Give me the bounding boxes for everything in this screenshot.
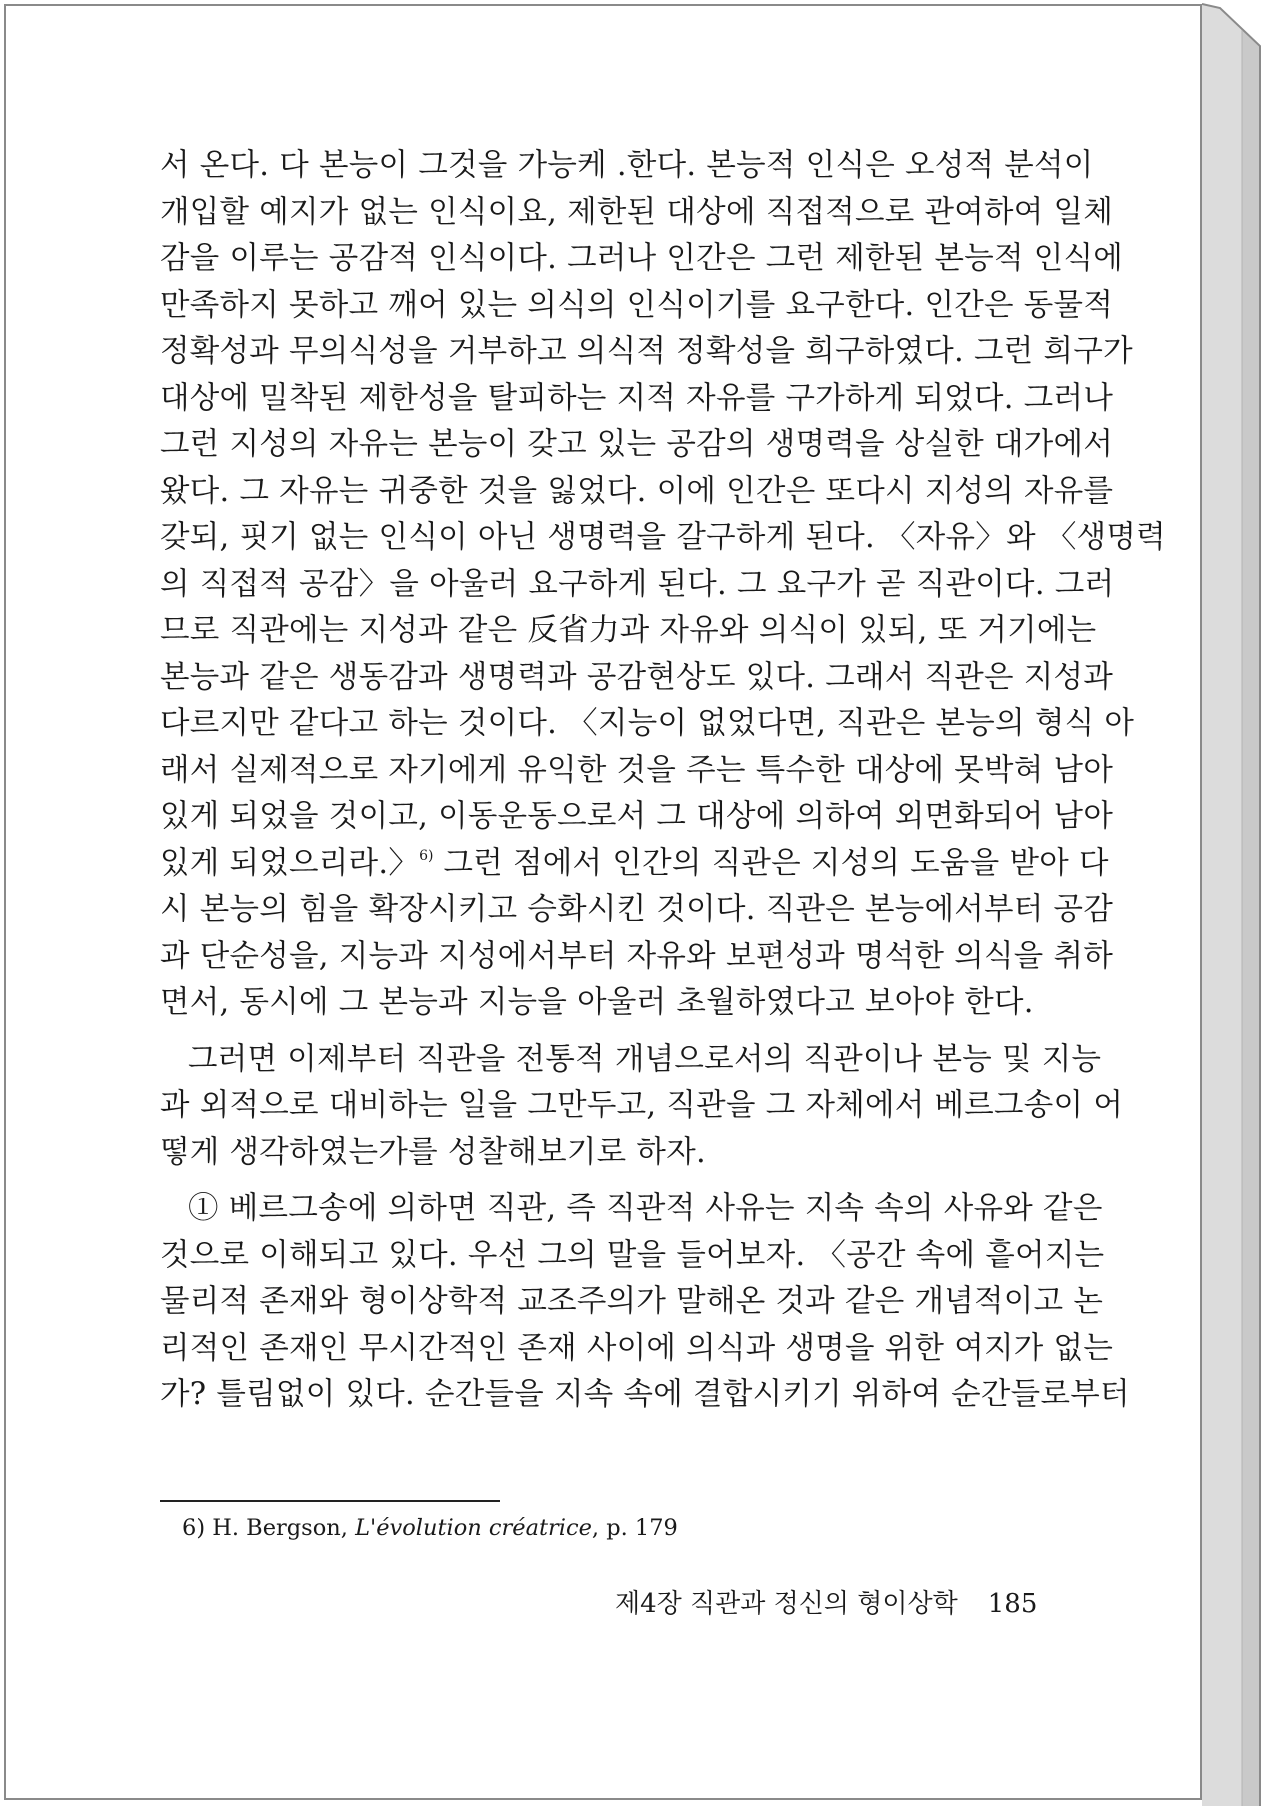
page-stack-edge bbox=[1202, 0, 1262, 1806]
text-line: 과 단순성을, 지능과 지성에서부터 자유와 보편성과 명석한 의식을 취하 bbox=[160, 938, 1114, 974]
text-line: 므로 직관에는 지성과 같은 反省力과 자유와 의식이 있되, 또 거기에는 bbox=[160, 613, 1097, 648]
text-line: 본능과 같은 생동감과 생명력과 공감현상도 있다. 그래서 직관은 지성과 bbox=[160, 659, 1114, 695]
text-line: 그러면 이제부터 직관을 전통적 개념으로서의 직관이나 본능 및 지능 bbox=[188, 1041, 1102, 1077]
text-line: 다르지만 같다고 하는 것이다. 〈지능이 없었다면, 직관은 본능의 형식 아 bbox=[160, 706, 1135, 741]
text-line: 떻게 생각하였는가를 성찰해보기로 하자. bbox=[160, 1134, 706, 1170]
body-text bbox=[160, 143, 1166, 1419]
text-line: 것으로 이해되고 있다. 우선 그의 말을 들어보자. 〈공간 속에 흩어지는 bbox=[160, 1237, 1105, 1273]
footnote-page: , p. 179 bbox=[591, 1515, 678, 1541]
text-line: 가? 틀림없이 있다. 순간들을 지속 속에 결합시키기 위하여 순간들로부터 bbox=[160, 1377, 1130, 1412]
text-line: 시 본능의 힘을 확장시키고 승화시킨 것이다. 직관은 본능에서부터 공감 bbox=[160, 892, 1114, 927]
text-segment: 그런 점에서 인간의 직관은 지성의 도움을 받아 다 bbox=[433, 845, 1109, 881]
text-line: 만족하지 못하고 깨어 있는 의식의 인식이기를 요구한다. 인간은 동물적 bbox=[160, 287, 1114, 323]
text-line: 의 직접적 공감〉을 아울러 요구하게 된다. 그 요구가 곧 직관이다. 그러 bbox=[160, 566, 1115, 602]
text-line: 갖되, 핏기 없는 인식이 아닌 생명력을 갈구하게 된다. 〈자유〉와 〈생명력 bbox=[160, 520, 1166, 555]
text-line: 물리적 존재와 형이상학적 교조주의가 말해온 것과 같은 개념적이고 논 bbox=[160, 1284, 1104, 1319]
footnote-divider bbox=[160, 1500, 500, 1502]
text-line: 감을 이루는 공감적 인식이다. 그러나 인간은 그런 제한된 본능적 인식에 bbox=[160, 241, 1124, 276]
text-line: 정확성과 무의식성을 거부하고 의식적 정확성을 희구하였다. 그런 희구가 bbox=[160, 334, 1133, 369]
text-line: 서 온다. 다 본능이 그것을 가능케 .한다. 본능적 인식은 오성적 분석이 bbox=[160, 148, 1094, 183]
chapter-title: 제4장 직관과 정신의 형이상학 bbox=[615, 1589, 958, 1619]
page-number: 185 bbox=[987, 1589, 1038, 1619]
text-line-with-footnote-ref bbox=[160, 841, 1109, 888]
text-line: 그런 지성의 자유는 본능이 갖고 있는 공감의 생명력을 상실한 대가에서 bbox=[160, 427, 1114, 462]
text-segment: 있게 되었으리라.〉 bbox=[160, 845, 420, 881]
text-line: 과 외적으로 대비하는 일을 그만두고, 직관을 그 자체에서 베르그송이 어 bbox=[160, 1088, 1124, 1123]
text-line: ① 베르그송에 의하면 직관, 즉 직관적 사유는 지속 속의 사유와 같은 bbox=[188, 1191, 1103, 1226]
text-line: 대상에 밀착된 제한성을 탈피하는 지적 자유를 구가하게 되었다. 그러나 bbox=[160, 380, 1114, 416]
running-footer bbox=[615, 1583, 1037, 1620]
text-line: 있게 되었을 것이고, 이동운동으로서 그 대상에 의하여 외면화되어 남아 bbox=[160, 799, 1114, 834]
text-line: 왔다. 그 자유는 귀중한 것을 잃었다. 이에 인간은 또다시 지성의 자유를 bbox=[160, 473, 1114, 509]
footnote-number: 6) bbox=[182, 1515, 206, 1541]
footnote-reference: 6) bbox=[419, 847, 434, 864]
text-line: 개입할 예지가 없는 인식이요, 제한된 대상에 직접적으로 관여하여 일체 bbox=[160, 194, 1114, 230]
text-line: 면서, 동시에 그 본능과 지능을 아울러 초월하였다고 보아야 한다. bbox=[160, 985, 1034, 1020]
text-line: 래서 실제적으로 자기에게 유익한 것을 주는 특수한 대상에 못박혀 남아 bbox=[160, 752, 1114, 788]
footnote bbox=[182, 1515, 678, 1541]
footnote-title: L'évolution créatrice bbox=[355, 1515, 592, 1541]
text-line: 리적인 존재인 무시간적인 존재 사이에 의식과 생명을 위한 여지가 없는 bbox=[160, 1330, 1114, 1366]
footnote-author: H. Bergson, bbox=[212, 1515, 348, 1541]
